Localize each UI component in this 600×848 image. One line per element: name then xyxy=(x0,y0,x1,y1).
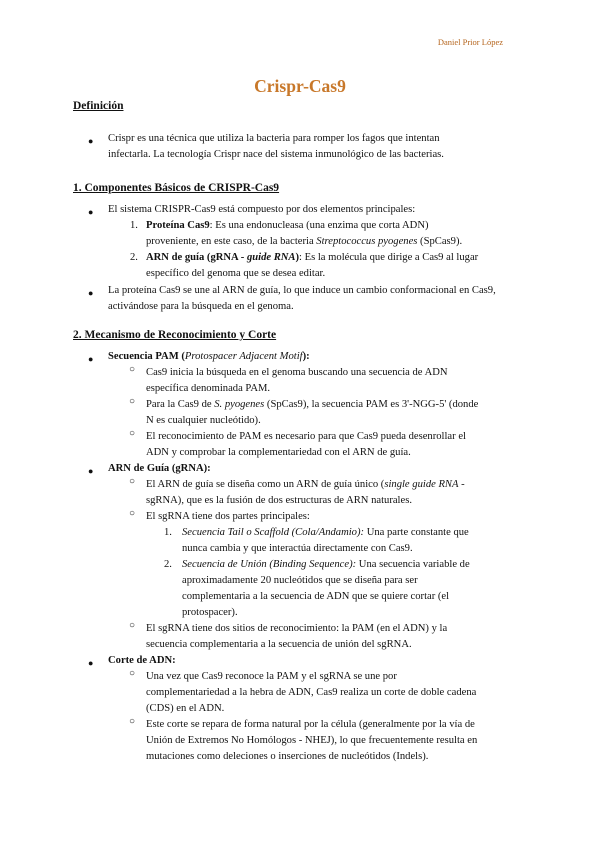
grna-item-2: El sgRNA tiene dos partes principales: xyxy=(146,511,310,522)
text: Una secuencia variable de xyxy=(356,559,470,570)
definicion-line-2: infectarla. La tecnología Crispr nace del sistema inmunológico de las bacterias. xyxy=(108,149,444,160)
pam-item-1-line-1: Cas9 inicia la búsqueda en el genoma buscando una secuencia de ADN xyxy=(146,367,448,378)
definicion-line-1: Crispr es una técnica que utiliza la bacteria para romper los fagos que intentan xyxy=(108,133,440,144)
pam-item-3-line-2: ADN y comprobar la complementariedad con el ARN de guía. xyxy=(146,447,411,458)
grna-subitem-1-line-2: nunca cambia y que interactúa directamente con Cas9. xyxy=(182,543,413,554)
pam-item-2-line-2: N es cualquier nucleótido). xyxy=(146,415,261,426)
heading-componentes: 1. Componentes Básicos de CRISPR-Cas9 xyxy=(73,182,280,194)
circle-bullet-icon: ○ xyxy=(129,476,136,487)
grna-item-1-line-2: sgRNA), que es la fusión de dos estructuras de ARN naturales. xyxy=(146,495,412,506)
grna-subitem-2-line-2: aproximadamente 20 nucleótidos que se diseña para ser xyxy=(182,575,418,586)
list-number: 1. xyxy=(130,220,138,231)
circle-bullet-icon: ○ xyxy=(129,428,136,439)
text: Para la Cas9 de xyxy=(146,399,215,410)
grna-heading: ARN de Guía (gRNA): xyxy=(108,463,211,474)
componentes-bullet-1: El sistema CRISPR-Cas9 está compuesto por dos elementos principales: xyxy=(108,204,416,215)
grna-item-3-line-2: secuencia complementaria a la secuencia de unión del sgRNA. xyxy=(146,639,412,650)
corte-item-2-line-3: mutaciones como deleciones o inserciones de nucleótidos (Indels). xyxy=(146,751,429,762)
bullet-icon: ● xyxy=(88,288,94,298)
term-grna-close: ) xyxy=(295,252,300,263)
text: Secuencia PAM ( xyxy=(108,351,185,362)
bullet-icon: ● xyxy=(88,658,94,668)
bullet-icon: ● xyxy=(88,354,94,364)
text: : Es la molécula que dirige a Cas9 al lugar xyxy=(299,252,479,263)
pam-heading xyxy=(108,349,310,365)
bullet-icon: ● xyxy=(88,466,94,476)
list-number: 2. xyxy=(164,559,172,570)
circle-bullet-icon: ○ xyxy=(129,716,136,727)
grna-subitem-2-line-3: complementaria a la secuencia de ADN que se quiere cortar (el xyxy=(182,591,450,602)
species-name: S. pyogenes xyxy=(214,399,265,410)
corte-item-1-line-1: Una vez que Cas9 reconoce la PAM y el sgRNA se une por xyxy=(146,671,397,682)
circle-bullet-icon: ○ xyxy=(129,396,136,407)
text: (SpCas9). xyxy=(417,236,463,247)
bullet-icon: ● xyxy=(88,207,94,217)
text: El ARN de guía se diseña como un ARN de guía único ( xyxy=(146,479,385,490)
grna-subitem-1-line-1 xyxy=(182,525,469,541)
heading-definicion: Definición xyxy=(73,100,124,112)
text: (SpCas9), la secuencia PAM es 3'-NGG-5' (donde xyxy=(264,399,479,410)
pam-item-2-line-1 xyxy=(146,397,478,413)
author-name: Daniel Prior López xyxy=(437,37,503,47)
componentes-item-2-line-1 xyxy=(146,250,478,266)
corte-item-2-line-2: Unión de Extremos No Homólogos - NHEJ), lo que frecuentemente resulta en xyxy=(146,735,478,746)
componentes-bullet-2-line-1: La proteína Cas9 se une al ARN de guía, lo que induce un cambio conformacional en Cas9, xyxy=(108,285,496,296)
text: Protospacer Adjacent Motif xyxy=(184,351,303,362)
term-grna-italic: guide RNA xyxy=(246,252,296,263)
list-number: 2. xyxy=(130,252,138,263)
corte-item-1-line-2: complementariedad a la hebra de ADN, Cas9 realiza un corte de doble cadena xyxy=(146,687,477,698)
species-name: Streptococcus pyogenes xyxy=(316,236,418,247)
corte-item-1-line-3: (CDS) en el ADN. xyxy=(146,703,225,714)
text: Secuencia de Unión (Binding Sequence): xyxy=(182,559,357,570)
grna-subitem-2-line-1 xyxy=(182,557,470,573)
componentes-item-1-line-1 xyxy=(146,218,429,234)
text: single guide RNA xyxy=(384,479,459,490)
componentes-bullet-2-line-2: activándose para la búsqueda en el genoma. xyxy=(108,301,294,312)
pam-item-3-line-1: El reconocimiento de PAM es necesario para que Cas9 pueda desenrollar el xyxy=(146,431,466,442)
term-grna: ARN de guía (gRNA - xyxy=(146,252,247,263)
text: Secuencia Tail o Scaffold (Cola/Andamio): xyxy=(182,527,365,538)
circle-bullet-icon: ○ xyxy=(129,620,136,631)
term-cas9: Proteína Cas9 xyxy=(146,220,210,231)
circle-bullet-icon: ○ xyxy=(129,508,136,519)
bullet-icon: ● xyxy=(88,136,94,146)
text: ): xyxy=(302,351,310,362)
pam-item-1-line-2: específica denominada PAM. xyxy=(146,383,271,394)
text: proveniente, en este caso, de la bacteria xyxy=(146,236,317,247)
list-number: 1. xyxy=(164,527,172,538)
corte-heading: Corte de ADN: xyxy=(108,655,176,666)
text: Una parte constante que xyxy=(364,527,469,538)
text: : Es una endonucleasa (una enzima que corta ADN) xyxy=(209,220,429,231)
circle-bullet-icon: ○ xyxy=(129,364,136,375)
heading-mecanismo: 2. Mecanismo de Reconocimiento y Corte xyxy=(73,329,277,341)
corte-item-2-line-1: Este corte se repara de forma natural por la célula (generalmente por la vía de xyxy=(146,719,475,730)
grna-item-1-line-1 xyxy=(146,477,465,493)
text: - xyxy=(458,479,465,490)
document-title: Crispr-Cas9 xyxy=(254,76,346,96)
grna-item-3-line-1: El sgRNA tiene dos sitios de reconocimiento: la PAM (en el ADN) y la xyxy=(146,623,448,634)
grna-subitem-2-line-4: protospacer). xyxy=(182,607,238,618)
circle-bullet-icon: ○ xyxy=(129,668,136,679)
componentes-item-1-line-2 xyxy=(146,234,462,250)
componentes-item-2-line-2: específico del genoma que se desea editar. xyxy=(146,268,326,279)
